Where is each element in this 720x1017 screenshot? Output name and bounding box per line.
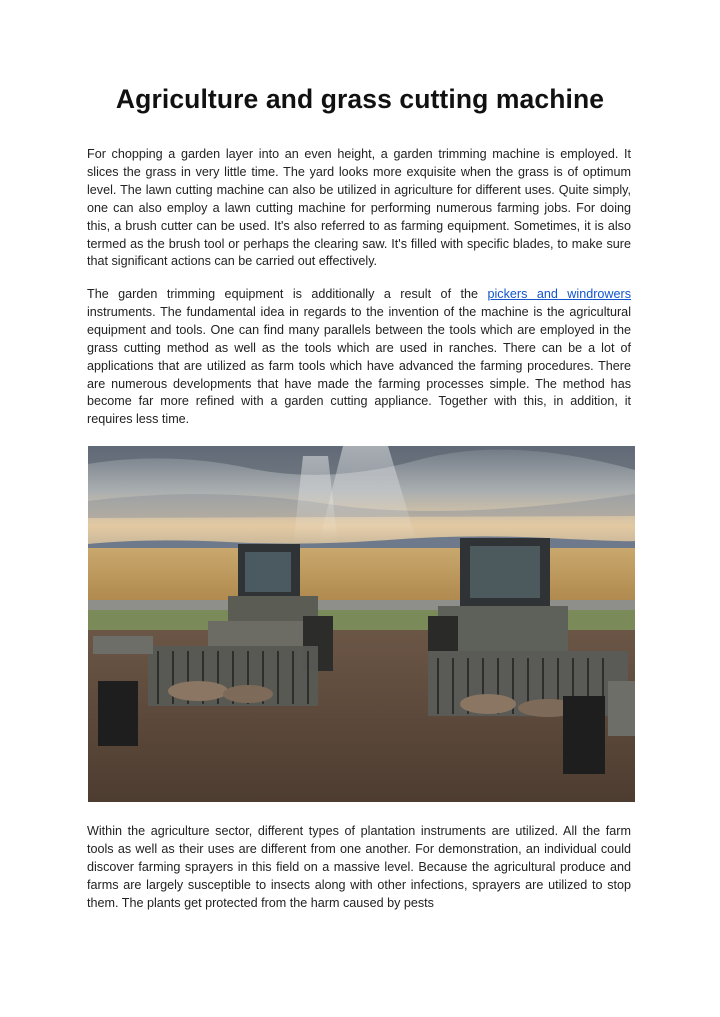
paragraph-text-after-link: instruments. The fundamental idea in regards to the invention of the machine is the agricultural equipment and tools. One can find many parallels between the tools which are employed in the grass cutting method as well as the tools which are used in ranches. There can be a lot of applications that are utilized as farm tools which have advanced the farming procedures. There are numerous developments that have made the farming processes simple. The method has become far more refined with a garden cutting appliance. Together with this, in addition, it requires less time. [87,304,631,427]
page-title: Agriculture and grass cutting machine [115,84,605,114]
paragraph-text-before-link: The garden trimming equipment is additionally a result of the [87,287,488,301]
skid-steer-rock-pickers-photo [88,446,635,802]
paragraph-trimming-equipment [87,286,631,429]
paragraph-plantation-instruments: Within the agriculture sector, different types of plantation instruments are utilized. All the farm tools as well as their uses are different from one another. For demonstration, an individual could discover farming sprayers in this field on a massive level. Because the agricultural produce and farms are largely susceptible to insects along with other infections, sprayers are utilized to stop them. The plants get protected from the harm caused by pests [87,824,631,910]
pickers-windrowers-link[interactable]: pickers and windrowers [487,287,631,301]
paragraph-intro: For chopping a garden layer into an even height, a garden trimming machine is employed. It slices the grass in very little time. The yard looks more exquisite when the grass is of optimum level. The lawn cutting machine can also be utilized in agriculture for different uses. Quite simply, one can also employ a lawn cutting machine for performing numerous farming jobs. For doing this, a brush cutter can be used. It's also referred to as farming equipment. Sometimes, it is also termed as the brush tool or perhaps the clearing saw. It's filled with specific blades, to make sure that significant actions can be carried out effectively. [87,147,631,269]
